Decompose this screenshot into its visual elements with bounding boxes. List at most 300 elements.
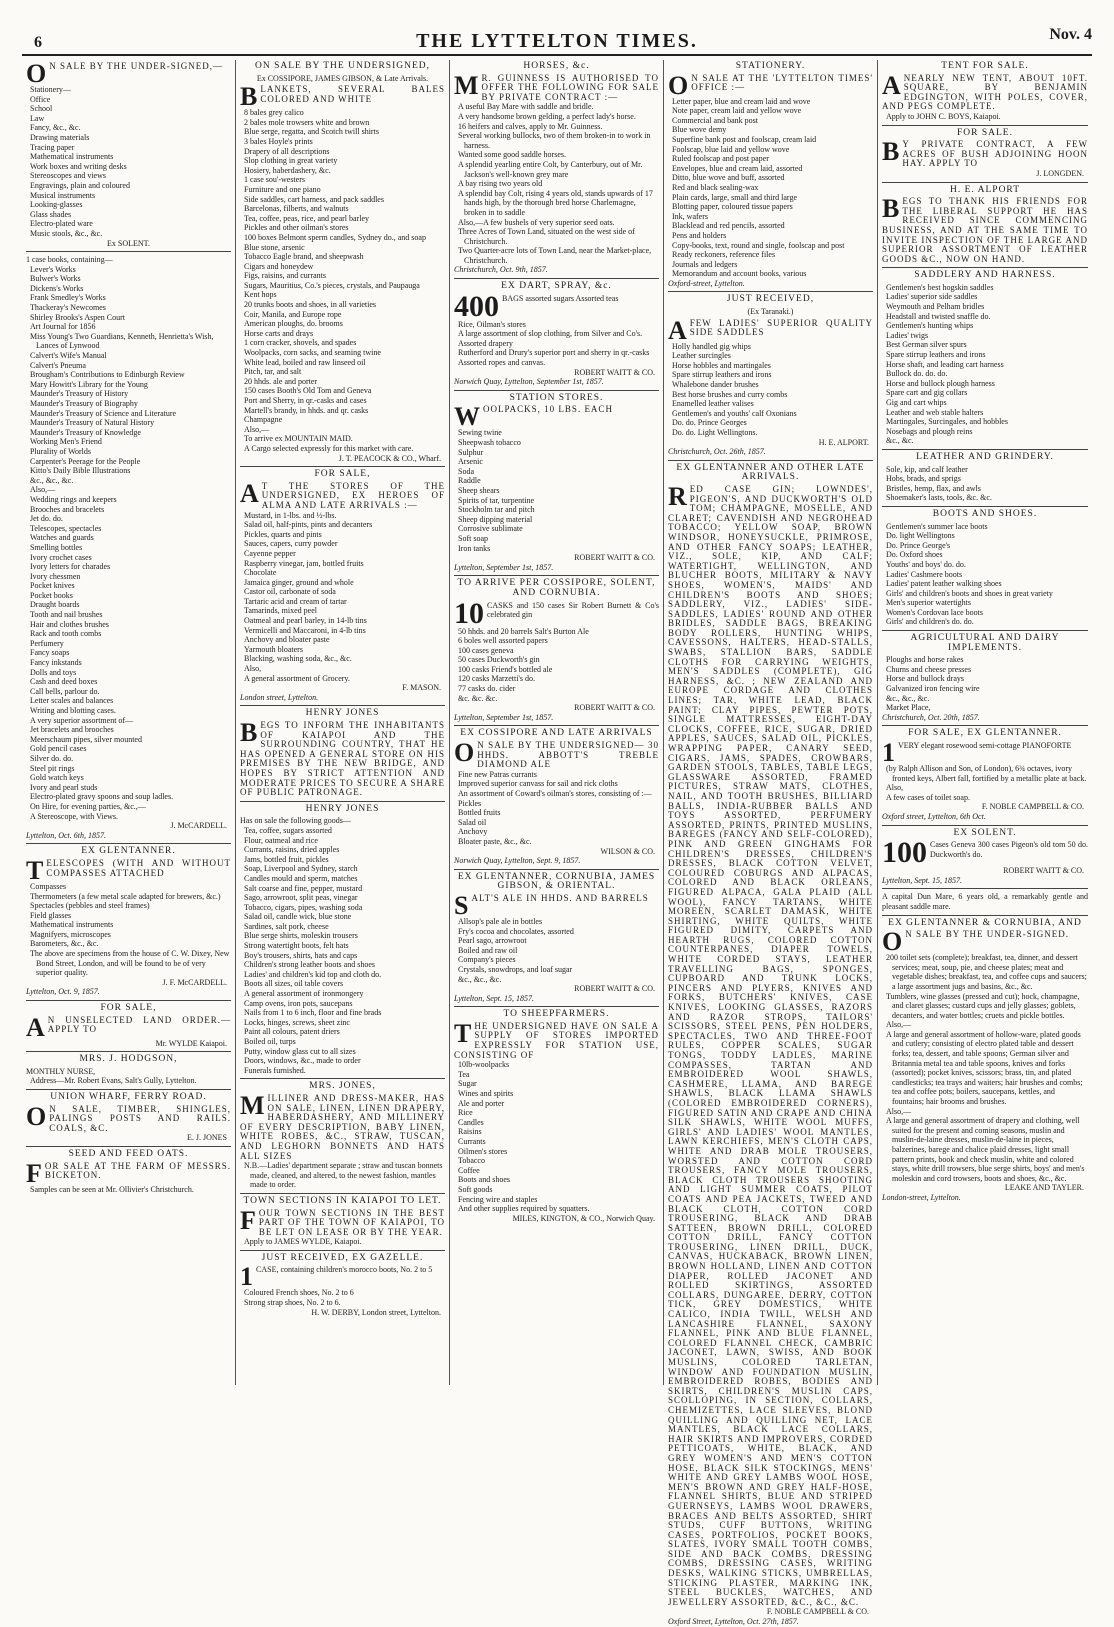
list-item: Horse and bullock drays [886,674,964,684]
ad-lead-text: BAGS assorted sugars Assorted teas [502,293,619,303]
drop-capital: 1 [240,1262,253,1292]
list-item: Coffee [458,1165,480,1175]
list-item: Musical instruments [30,190,96,200]
list-item: Funerals furnished. [244,1065,306,1075]
drop-capital: W [454,402,480,432]
list-item: A general assortment of ironmongery [244,989,364,999]
list-item: School [30,104,53,114]
ad-divider [240,705,445,706]
ad-body [26,59,231,88]
list-item: Pickles [458,798,482,808]
ad-dateline: London-street, Lyttelton. [882,1192,961,1202]
ad-body [882,137,1088,169]
ad-dateline: Christchurch, Oct. 9th, 1857. [454,265,548,275]
list-item: Calvert's Wife's Manual [30,351,107,361]
ad-lead-text: R. GUINNESS IS AUTHORISED TO OFFER THE FOLLOWING FOR SALE BY PRIVATE CONTRACT :— [481,72,659,102]
list-item: A large and general assortment of hollow-ware, plated goods and cutlery; consisting of electro plated table and dessert forks; tea, dessert, and table spoons; German silver and Britannia metal tea and table spoons, knives and forks (assorted); pocket knives, scissors; brass, tin, and plated candlesticks; tea trays and waiters; hair brushes and combs; tea and coffee pots; boilers, saucepans, kettles, and fountains; hair brooms and brushes. [886,1029,1083,1107]
list-item: Stationery— [30,85,71,94]
ad-body [454,596,659,630]
list-item: Camp ovens, iron pots, saucepans [244,998,353,1008]
ad-lead-text: N SALE, TIMBER, SHINGLES, PALINGS POSTS AND RAILS. COALS, &C. [49,1103,231,1133]
ad-lead-text: VERY elegant rosewood semi-cottage PIANOFORTE [898,741,1072,750]
ad-body [454,402,659,432]
advertisement [240,1082,445,1190]
ad-lead-text: 1 case books, containing— [26,255,113,265]
list-item: Smelling bottles [30,542,83,552]
ad-divider [882,267,1088,268]
list-item: Dickens's Works [30,283,84,293]
list-item: Headstall and twisted snaffle do. [886,311,991,321]
ad-divider [240,801,445,802]
list-item: Draught boards [30,600,80,610]
list-item: Tamarinds, mixed peel [244,606,317,616]
list-item: Chocolate [244,568,277,578]
column-1 [22,60,236,1385]
list-item: Tea, coffee, peas, rice, and pearl barley [244,213,369,223]
list-item: Salad oil [458,817,487,827]
list-item: Wines and spirits [458,1089,514,1099]
list-item: Boy's trousers, shirts, hats and caps [244,950,358,960]
ad-signature: MILES, KINGTON, & CO., Norwich Quay. [512,1213,655,1223]
ad-body [454,738,659,770]
list-item: Boiled and raw oil [458,945,518,955]
list-item: Foolscap, blue laid and yellow wove [672,144,790,154]
list-item: Salt coarse and fine, pepper, mustard [244,883,363,893]
ad-body [668,315,873,345]
ad-heading: MRS. JONES, [309,1081,376,1092]
list-item: Spectacles (pebbles and steel frames) [30,901,150,911]
list-item: Maunder's Treasury of Natural History [30,418,155,428]
list-item: Sheep dipping material [458,514,533,524]
list-item: Coir, Manila, and Europe rope [244,309,342,319]
list-item: Salad oil, candle wick, blue stone [244,912,352,922]
list-item: Horse shaft, and leading cart harness [886,359,1004,369]
list-item: Also, [886,783,904,793]
ad-body [26,1067,231,1077]
ad-subheading: Ex SOLENT. [107,238,150,248]
list-item: Holly handled gig whips [672,341,751,351]
list-item: Horse and bullock plough harness [886,378,995,388]
list-item: Maunder's Treasury of Science and Literature [30,408,177,418]
advertisement [240,470,445,702]
list-item: American ploughs, do. brooms [244,319,343,329]
ad-signature: WILSON & CO. [600,846,655,856]
list-item: Ladies' patent leather walking shoes [886,579,1002,589]
list-item: Currants, raisins, dried apples [244,845,340,855]
list-item: Champagne [244,415,283,425]
ad-signature: LEAKE AND TAYLER. [1004,1183,1084,1193]
ad-heading: EX SOLENT. [953,827,1017,838]
ad-divider [882,630,1088,631]
list-item: Locks, hinges, screws, sheet zinc [244,1017,350,1027]
ad-body [26,1158,231,1188]
ad-heading: FOR SALE, [314,469,371,480]
list-item: A few cases of toilet soap. [886,792,970,802]
advertisement [882,62,1088,122]
list-item: Meerschaum pipes, silver mounted [30,734,142,744]
list-item: A very superior assortment of— [30,715,134,725]
ad-body [26,855,231,885]
advertisement [26,1150,231,1194]
list-item: Blue serge shirts, moleskin trousers [244,931,358,941]
list-item: Field glasses [30,910,72,920]
advertisement [454,873,659,1004]
list-item: Gold pencil cases [30,744,87,754]
ad-divider [454,278,659,279]
ad-divider [26,1000,231,1001]
drop-capital: O [882,927,903,957]
list-item: Sulphur [458,447,484,457]
ad-lead-text: Has on sale the following goods— [240,816,351,826]
list-item: Do. do. Prince Georges [672,418,747,428]
ad-divider [882,725,1088,726]
ad-heading: BOOTS AND SHOES. [932,508,1038,519]
list-item: Furniture and one piano [244,184,321,194]
list-item: Port and Sherry, in qr.-casks and cases [244,396,367,405]
list-item: The above are specimens from the house of C. W. Dixey, New Bond Street, London, and will be found to be of very superior quality. [30,949,230,978]
list-item: A splendid bay Colt, rising 4 years old, stands upwards of 17 hands high, by the thorough bred horse Charlemagne, broken in to saddle [458,188,653,217]
list-item: &c., &c., &c. [30,475,74,485]
list-item: Castor oil, carbonate of soda [244,587,336,597]
ad-heading: TOWN SECTIONS IN KAIAPOI TO LET. [243,1195,442,1206]
ad-body [882,738,1088,767]
ad-dateline: London street, Lyttelton. [240,692,319,702]
ad-dateline: Christchurch, Oct. 26th, 1857. [668,447,766,457]
list-item: Ladies' superior side saddles [886,292,978,302]
list-item: A useful Bay Mare with saddle and bridle. [458,102,594,112]
ad-heading: SADDLERY AND HARNESS. [914,270,1056,281]
list-item: Anchovy and bloater paste [244,635,330,645]
drop-capital: S [454,890,469,920]
ad-lead-text: Cases Geneva 300 cases Pigeon's old tom 50 do. Duckworth's do. [930,840,1088,859]
list-item: 2 bales mole trowsers white and brown [244,117,370,127]
list-item: Ploughs and horse rakes [886,655,964,665]
list-item: Electro-plated ware [30,219,93,229]
ad-divider [882,125,1088,126]
list-item: Also,—A few bushels of very superior seed oats. [458,217,615,227]
list-item: (by Ralph Allison and Son, of London), 6¾ octaves, ivory fronted keys, Albert fall, fortified by a metallic plate at back. [886,764,1087,783]
advertisement [882,729,1088,821]
drop-capital: B [240,82,258,112]
drop-capital: 100 [882,836,927,870]
list-item: Drapery of all descriptions [244,146,330,156]
advertisement [882,510,1088,627]
advertisement [882,271,1088,446]
ad-body [454,289,659,323]
list-item: Stockholm tar and pitch [458,505,535,515]
ad-lead-text: EGS TO THANK HIS FRIENDS FOR THE LIBERAL SUPPORT HE HAS RECEIVED SINCE COMMENCING BUSINESS, AND AT THE SAME TIME TO INVITE INSPECTION OF THE LARGE AND SUPERIOR ASSORTMENT OF LEATHER GOODS &C., NOW ON HAND. [882,196,1088,264]
list-item: Sheepwash tobacco [458,438,521,447]
list-item: Jet bracelets and brooches [30,725,114,735]
ad-lead-text: NEARLY NEW TENT, ABOUT 10FT. SQUARE, BY BENJAMIN EDGINGTON, WITH POLES, COVER, AND PEGS COMPLETE. [882,72,1088,112]
list-item: Memorandum and account books, various [672,269,807,279]
ad-signature: ROBERT WAITT & CO. [574,367,655,377]
list-item: Gentlemen's summer lace boots [886,521,988,531]
advertisement [454,579,659,722]
list-item: Also, [244,664,262,674]
list-item: Apply to JOHN C. BOYS, Kaiapoi. [886,111,1001,121]
list-item: Ladies' Cashmere boots [886,569,963,579]
list-item: Maunder's Treasury of Knowledge [30,427,141,437]
list-item: Woolpacks, corn sacks, and seaming twine [244,348,381,358]
list-item: Brougham's Contributions to Edinburgh Review [30,370,185,380]
list-item: Address—Mr. Robert Evans, Salt's Gully, Lyttelton. [30,1076,197,1086]
ad-body [26,1012,231,1042]
ad-heading: HENRY JONES [305,708,380,719]
column-4 [664,60,878,1627]
list-item: Thackeray's Newcomes [30,303,106,313]
advertisement [454,282,659,387]
list-item: 1 case sou'-westers [244,175,305,185]
ad-lead-text: HE UNDERSIGNED HAVE ON SALE A SUPPLY OF STORES IMPORTED EXPRESSLY FOR STATION USE, CONSISTING OF [454,1020,659,1060]
list-item: Bristles, hemp, flax, and awls [886,483,981,493]
ad-heading: TENT FOR SALE. [941,61,1029,71]
list-item: Calvert's Pneuma [30,360,86,370]
ad-lead-text: T THE STORES OF THE UNDERSIGNED, EX HEROES OF ALMA AND LATE ARRIVALS :— [261,480,445,510]
ad-heading: HENRY JONES [305,803,380,814]
advertisement [882,634,1088,722]
list-item: Jet do. do. [30,514,63,524]
list-item: Gentlemen's best hogskin saddles [886,282,994,292]
list-item: Tumblers, wine glasses (pressed and cut); hock, champagne, and claret glasses; custard cups and jelly glasses; goblets, decanters, and water bottles; cruets and pickle bottles. [886,991,1080,1020]
advertisement [240,62,445,463]
ad-body [26,255,231,265]
list-item: Bulwer's Works [30,274,81,284]
list-item: Ditto, blue wove and buff, assorted [672,173,785,183]
list-item: Sewing twine [458,428,502,438]
list-item: Women's Cordovan lace boots [886,607,983,617]
list-item: Weymouth and Pelham bridles [886,302,985,312]
drop-capital: M [240,1090,265,1120]
list-item: Frank Smedley's Works [30,293,106,303]
list-item: Raspberry vinegar, jam, bottled fruits [244,558,364,568]
list-item: Working Men's Friend [30,437,102,447]
list-item: A bay rising two years old [458,179,543,189]
column-5 [878,60,1092,1385]
list-item: Anchovy [458,827,488,837]
list-item: &c., &c., &c. [458,974,502,984]
list-item: A splendid yearling entire Colt, by Canterbury, out of Mr. Jackson's well-known grey mare [458,159,643,179]
list-item: Dolls and toys [30,667,77,677]
list-item: Tea, coffee, sugars assorted [244,825,332,835]
ad-heading: FOR SALE. [957,127,1013,138]
list-item: Do. light Wellingtons [886,531,955,541]
list-item: Shoemaker's lasts, tools, &c. &c. [886,493,992,503]
ad-signature: E. J. JONES [186,1133,227,1143]
list-item: Letter scales and balances [30,696,114,706]
advertisement [882,186,1088,265]
ad-divider [668,460,873,461]
list-item: Telescopes, spectacles [30,523,102,533]
ad-signature: Mr. WYLDE Kaiapoi. [155,1038,227,1048]
ad-subheading: (Ex Taranaki.) [747,307,794,317]
advertisement [882,129,1088,179]
ad-heading: EX GLENTANNER AND OTHER LATE ARRIVALS. [676,462,865,483]
ad-divider [454,575,659,576]
list-item: Martell's brandy, in hhds. and qr. casks [244,405,369,415]
list-item: Gentlemen's hunting whips [886,321,974,331]
list-item: Rice, Oilman's stores [458,319,526,329]
list-item: Wedding rings and keepers [30,494,117,504]
list-item: Ladies' twigs [886,330,929,340]
ad-lead-text: CASKS and 150 cases Sir Robert Burnett & Co's celebrated gin [487,600,659,620]
ad-divider [240,1250,445,1251]
list-item: Spare stirrup leathers and irons [672,370,772,380]
list-item: 100 cases geneva [458,645,514,655]
ad-divider [882,449,1088,450]
ad-heading: EX DART, SPRAY, &c. [501,281,612,292]
list-item: Market Place, [886,703,931,713]
list-item: Company's pieces [458,955,516,965]
list-item: Strong strap shoes, No. 2 to 6. [244,1298,341,1308]
ad-dateline: Oxford Street, Lyttelton, Oct. 27th, 1857. [668,1617,799,1627]
list-item: Doors, windows, &c., made to order [244,1056,361,1066]
advertisement [26,59,231,248]
list-item: Kitto's Daily Bible Illustrations [30,466,131,476]
list-item: Perfumery [30,638,64,648]
newspaper-title: THE LYTTELTON TIMES. [416,30,698,52]
ad-lead-text: ILLINER AND DRESS-MAKER, HAS ON SALE, LINEN, LINEN DRAPERY, HABERDASHERY, AND MILLINERY OF EVERY DESCRIPTION, BABY LINEN, WHITE ROBES, &C., STRAW, TUSCAN, AND LEGHORN BONNETS AND HATS ALL SIZES [240,1092,445,1161]
ad-lead-text: OUR TOWN SECTIONS IN THE BEST PART OF THE TOWN OF KAIAPOI, TO BE LET ON LEASE OR BY THE YEAR. [258,1207,445,1237]
list-item: Plain cards, large, small and third large [672,192,798,202]
list-item: Commercial and bank post [672,115,758,125]
list-item: Blacklead and red pencils, assorted [672,221,785,231]
list-item: Vermicelli and Maccaroni, in 4-lb tins [244,625,366,635]
list-item: &c., &c., &c. [886,693,930,703]
ad-dateline: Lyttelton, September 1st, 1857. [454,712,554,722]
list-item: Sugar [458,1079,477,1089]
advertisement [240,805,445,1076]
list-item: Law [30,113,45,123]
list-item: Also,— [244,424,270,434]
ad-lead-text: LANKETS, SEVERAL BALES COLORED AND WHITE [260,84,445,104]
ad-heading: JUST RECEIVED, [726,294,815,305]
ad-divider [26,1089,231,1090]
list-item: Rice [458,1108,473,1118]
ad-divider [454,390,659,391]
ad-divider [882,915,1088,916]
column-2 [236,60,450,1385]
ad-signature: H. W. DERBY, London street, Lyttelton. [311,1307,441,1317]
list-item: Looking-glasses [30,200,83,210]
ad-divider [882,182,1088,183]
list-item: Lever's Works [30,264,76,274]
advertisement [26,847,231,997]
list-item: Fancy inkstands [30,658,82,668]
list-item: Sauces, capers, curry powder [244,539,338,549]
list-item: Superfine bank post and foolscap, cream laid [672,134,817,144]
list-item: 100 boxes Belmont sperm candles, Sydney do., and soap [244,232,426,242]
ad-heading: EX GLENTANNER, CORNUBIA, JAMES GIBSON, & ORIENTAL. [457,871,656,892]
ad-lead-text: N SALE BY THE UNDER-SIGNED. [905,929,1069,940]
list-item: Tooth and nail brushes [30,610,103,620]
list-item: Ivory letters for charades [30,562,111,572]
list-item: Also,— [886,1020,912,1030]
list-item: Sole, kip, and calf leather [886,464,968,474]
list-item: Candles mould and sperm, matches [244,873,358,883]
ad-lead-text: ALT'S ALE IN HHDS. AND BARRELS [471,892,649,903]
ad-heading: UNION WHARF, FERRY ROAD. [50,1092,207,1102]
list-item: Tartaric acid and cream of tartar [244,596,347,606]
drop-capital: F [240,1205,256,1235]
list-item: Bullock do. do. do. [886,369,948,379]
list-item: Pearl sago, arrowroot [458,936,527,946]
drop-capital: B [882,137,900,167]
list-item: Hobs, brads, and sprigs [886,474,961,484]
ad-heading: HORSES, &c. [523,61,590,71]
ad-heading: TO SHEEPFARMERS. [503,1009,610,1020]
ad-lead-text: EGS TO INFORM THE INHABITANTS OF KAIAPOI AND THE SURROUNDING COUNTRY, THAT HE HAS OPENED A GENERAL STORE ON HIS PREMISES BY THE NEW BRIDGE, AND HOPES BY STRICT ATTENTION AND MODERATE PRICES TO SECURE A SHARE OF PUBLIC PATRONAGE. [240,720,445,798]
list-item: Fine new Patras currants [458,769,537,779]
ad-signature: H. E. ALPORT. [818,437,869,447]
list-item: Youths' and boys' do. do. [886,559,966,569]
ad-body [240,478,445,511]
list-item: &c. &c. &c. [458,693,498,703]
list-item: Carpenter's Peerage for the People [30,456,141,466]
advertisement [882,829,1088,886]
list-item: Sheep shears [458,485,500,495]
list-item: Galvanized iron fencing wire [886,684,980,694]
ad-body [454,1018,659,1060]
list-item: Soda [458,466,474,476]
drop-capital: 400 [454,289,499,323]
advertisement [882,919,1088,1203]
list-item: Art Journal for 1856 [30,322,96,332]
ad-divider [26,843,231,844]
list-item: Currants [458,1137,486,1146]
ad-divider [454,869,659,870]
advertisement [26,1004,231,1048]
list-item: A large and general assortment of drapery and clothing, well suited for the present and coming seasons, muslin and muslin-de-laine dresses, muslin-de-laine in pieces, balzerines, barege and chalice plaid dresses, light small pattern prints, book and check muslin, white and colored stays, white drill trowsers, blue serge shirts, boys' and men's moleskin and cord trowsers, boots and shoes, &c., &c. [886,1116,1085,1183]
drop-capital: A [668,315,687,345]
list-item: Men's superior watertights [886,598,971,608]
list-item: 20 trunks boots and shoes, in all varieties [244,300,376,310]
ad-body [454,890,659,920]
list-item: Pitch, tar, and salt [244,367,302,377]
list-item: Best horse brushes and curry combs [672,389,788,399]
list-item: Copy-books, text, round and single, foolscap and post [672,240,845,250]
advertisement [882,892,1088,911]
ad-heading: MRS. J. HODGSON, [79,1054,178,1065]
advertisement [454,62,659,275]
list-item: Spare cart and gig collars [886,388,968,398]
list-item: 10lb-woolpacks [458,1060,510,1070]
ad-dateline: Lyttelton, Sept. 15, 1857. [882,875,962,885]
ad-lead-text: N SALE AT THE 'LYTTELTON TIMES' OFFICE :— [691,72,873,93]
list-item: Pocket knives [30,581,75,591]
ad-lead-text: ELESCOPES (WITH AND WITHOUT COMPASSES ATTACHED [46,857,231,878]
list-item: N.B.—Ladies' department separate ; straw and tuscan bonnets made, cleaned, and altered, to the newest fashion, mantles made to order. [244,1161,443,1190]
page-header [22,22,1092,56]
list-item: Boots all sizes, oil table covers [244,979,344,989]
list-item: Music stools, &c., &c. [30,228,103,238]
ad-body [454,70,659,103]
drop-capital: R [668,481,687,511]
list-item: Several working bullocks, two of them broken-in to work in harness. [458,131,651,150]
issue-date: Nov. 4 [1049,26,1092,43]
ad-heading: EX COSSIPORE AND LATE ARRIVALS [460,728,653,739]
list-item: Ivory crochet cases [30,552,92,562]
list-item: On Hire, for evening parties, &c.,— [30,801,146,811]
list-item: Jams, bottled fruit, pickles [244,854,329,864]
ad-heading: AGRICULTURAL AND DAIRY IMPLEMENTS. [910,633,1060,653]
ad-subheading: Ex COSSIPORE, JAMES GIBSON, & Late Arrivals. [256,73,429,83]
ad-body [240,1090,445,1161]
ad-divider [240,1193,445,1194]
list-item: Also,— [886,1106,912,1116]
advertisement [668,62,873,288]
list-item: Office [30,94,51,104]
